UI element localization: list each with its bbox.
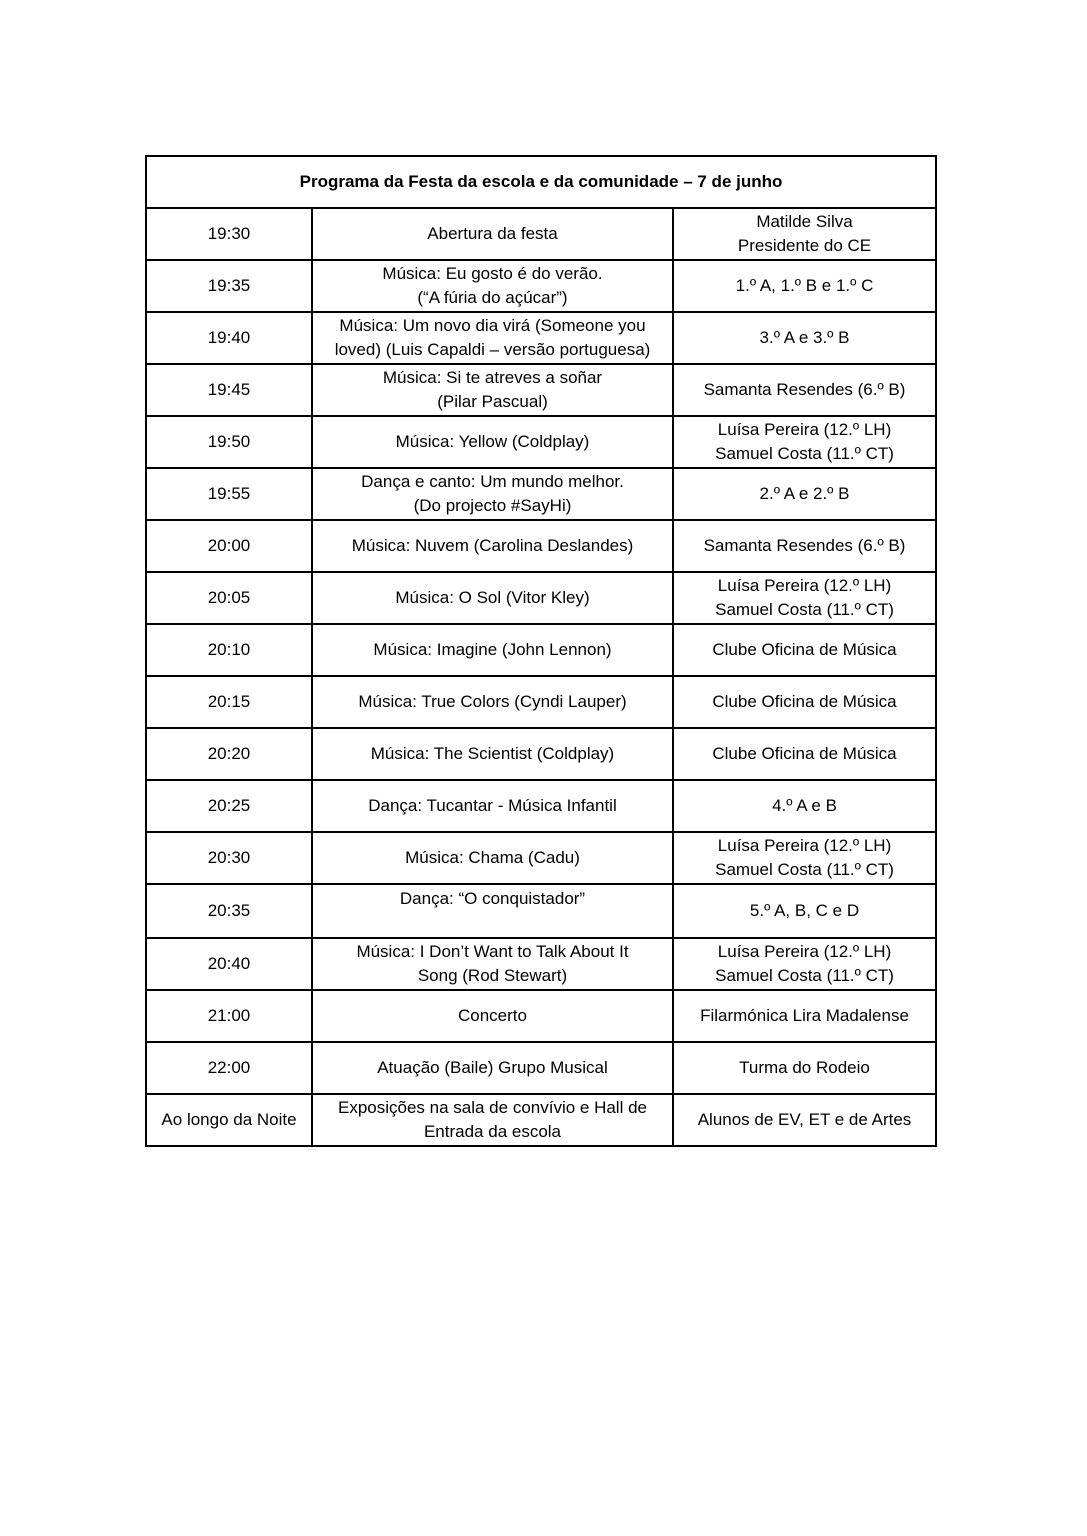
performers-cell (673, 1042, 936, 1094)
performers-cell (673, 1094, 936, 1146)
activity-line: Exposições na sala de convívio e Hall de (337, 1098, 647, 1117)
time-cell: 20:40 (146, 938, 312, 990)
activity-line: Música: Eu gosto é do verão. (382, 264, 603, 283)
schedule-row (146, 260, 936, 312)
performers-cell (673, 208, 936, 260)
activity-cell (312, 832, 673, 884)
activity-cell (312, 312, 673, 364)
performer-line: Clube Oficina de Música (712, 744, 897, 763)
activity-line: Dança e canto: Um mundo melhor. (361, 472, 624, 491)
time-cell: 19:55 (146, 468, 312, 520)
time-cell: 20:25 (146, 780, 312, 832)
schedule-row (146, 1042, 936, 1094)
time-cell: Ao longo da Noite (146, 1094, 312, 1146)
performers-cell (673, 938, 936, 990)
performers-cell (673, 990, 936, 1042)
activity-line: Música: Si te atreves a soñar (382, 368, 603, 387)
activity-line: Música: O Sol (Vitor Kley) (395, 588, 590, 607)
time-cell: 19:30 (146, 208, 312, 260)
activity-cell (312, 990, 673, 1042)
activity-line: Música: Um novo dia virá (Someone you (339, 316, 646, 335)
performer-line: Samuel Costa (11.º CT) (715, 600, 894, 619)
time-cell: 19:35 (146, 260, 312, 312)
performers-cell (673, 832, 936, 884)
time-cell: 19:40 (146, 312, 312, 364)
activity-line: Dança: Tucantar - Música Infantil (368, 796, 617, 815)
performer-line: 5.º A, B, C e D (749, 901, 860, 920)
schedule-row (146, 312, 936, 364)
activity-line: Song (Rod Stewart) (417, 966, 568, 985)
performer-line: 2.º A e 2.º B (759, 484, 850, 503)
performer-line: Samanta Resendes (6.º B) (703, 380, 906, 399)
activity-cell (312, 884, 673, 938)
performer-line: Luísa Pereira (12.º LH) (717, 836, 892, 855)
time-cell: 21:00 (146, 990, 312, 1042)
schedule-row (146, 520, 936, 572)
activity-cell (312, 416, 673, 468)
activity-line: Música: I Don’t Want to Talk About It (356, 942, 629, 961)
schedule-row (146, 728, 936, 780)
activity-cell (312, 364, 673, 416)
performer-line: Samuel Costa (11.º CT) (715, 860, 894, 879)
performers-cell (673, 520, 936, 572)
schedule-row (146, 572, 936, 624)
performers-cell (673, 728, 936, 780)
activity-line: Música: Imagine (John Lennon) (373, 640, 612, 659)
schedule-row (146, 884, 936, 938)
performer-line: 3.º A e 3.º B (759, 328, 850, 347)
performer-line: Samuel Costa (11.º CT) (715, 966, 894, 985)
schedule-row (146, 832, 936, 884)
activity-cell (312, 208, 673, 260)
activity-line: Música: Chama (Cadu) (405, 848, 580, 867)
performer-line: 1.º A, 1.º B e 1.º C (735, 276, 874, 295)
program-table (145, 155, 937, 1147)
schedule-row (146, 416, 936, 468)
performer-line: Samuel Costa (11.º CT) (715, 444, 894, 463)
activity-line: loved) (Luis Capaldi – versão portuguesa) (334, 340, 651, 359)
program-body (146, 156, 936, 1146)
performer-line: Luísa Pereira (12.º LH) (717, 942, 892, 961)
time-cell: 20:05 (146, 572, 312, 624)
performer-line: Turma do Rodeio (739, 1058, 870, 1077)
time-cell: 20:10 (146, 624, 312, 676)
schedule-row (146, 364, 936, 416)
time-cell: 20:20 (146, 728, 312, 780)
schedule-row (146, 208, 936, 260)
schedule-row (146, 624, 936, 676)
activity-cell (312, 260, 673, 312)
performer-line: Alunos de EV, ET e de Artes (697, 1110, 912, 1129)
performer-line: Clube Oficina de Música (712, 640, 897, 659)
activity-cell (312, 520, 673, 572)
performers-cell (673, 780, 936, 832)
activity-line: Concerto (458, 1006, 527, 1025)
activity-line: (“A fúria do açúcar”) (417, 288, 568, 307)
activity-cell (312, 728, 673, 780)
performers-cell (673, 624, 936, 676)
schedule-row (146, 1094, 936, 1146)
activity-line: (Pilar Pascual) (437, 392, 548, 411)
activity-cell (312, 624, 673, 676)
activity-line: Dança: “O conquistador” (399, 889, 586, 908)
performers-cell (673, 416, 936, 468)
activity-line: Atuação (Baile) Grupo Musical (377, 1058, 608, 1077)
activity-line: Música: Nuvem (Carolina Deslandes) (351, 536, 634, 555)
performers-cell (673, 260, 936, 312)
performer-line: Matilde Silva (756, 212, 853, 231)
activity-cell (312, 938, 673, 990)
time-cell: 20:15 (146, 676, 312, 728)
performers-cell (673, 676, 936, 728)
performer-line: Presidente do CE (737, 236, 872, 255)
performer-line: 4.º A e B (772, 796, 837, 815)
activity-cell (312, 676, 673, 728)
activity-line: Abertura da festa (427, 224, 558, 243)
performer-line: Clube Oficina de Música (712, 692, 897, 711)
activity-cell (312, 1094, 673, 1146)
activity-line: Música: Yellow (Coldplay) (395, 432, 590, 451)
schedule-row (146, 990, 936, 1042)
activity-line: (Do projecto #SayHi) (413, 496, 572, 515)
performers-cell (673, 884, 936, 938)
schedule-row (146, 938, 936, 990)
title-row (146, 156, 936, 208)
performers-cell (673, 312, 936, 364)
program-title: Programa da Festa da escola e da comunidade – 7 de junho (146, 156, 936, 208)
activity-cell (312, 780, 673, 832)
time-cell: 19:50 (146, 416, 312, 468)
performers-cell (673, 364, 936, 416)
performers-cell (673, 468, 936, 520)
activity-cell (312, 572, 673, 624)
schedule-row (146, 468, 936, 520)
time-cell: 20:00 (146, 520, 312, 572)
time-cell: 22:00 (146, 1042, 312, 1094)
schedule-row (146, 676, 936, 728)
performer-line: Luísa Pereira (12.º LH) (717, 420, 892, 439)
activity-line: Entrada da escola (423, 1122, 562, 1141)
performer-line: Luísa Pereira (12.º LH) (717, 576, 892, 595)
activity-cell (312, 1042, 673, 1094)
activity-cell (312, 468, 673, 520)
time-cell: 20:30 (146, 832, 312, 884)
schedule-row (146, 780, 936, 832)
activity-line: Música: True Colors (Cyndi Lauper) (358, 692, 627, 711)
performer-line: Filarmónica Lira Madalense (700, 1006, 909, 1025)
time-cell: 20:35 (146, 884, 312, 938)
time-cell: 19:45 (146, 364, 312, 416)
performer-line: Samanta Resendes (6.º B) (703, 536, 906, 555)
activity-line: Música: The Scientist (Coldplay) (370, 744, 615, 763)
performers-cell (673, 572, 936, 624)
